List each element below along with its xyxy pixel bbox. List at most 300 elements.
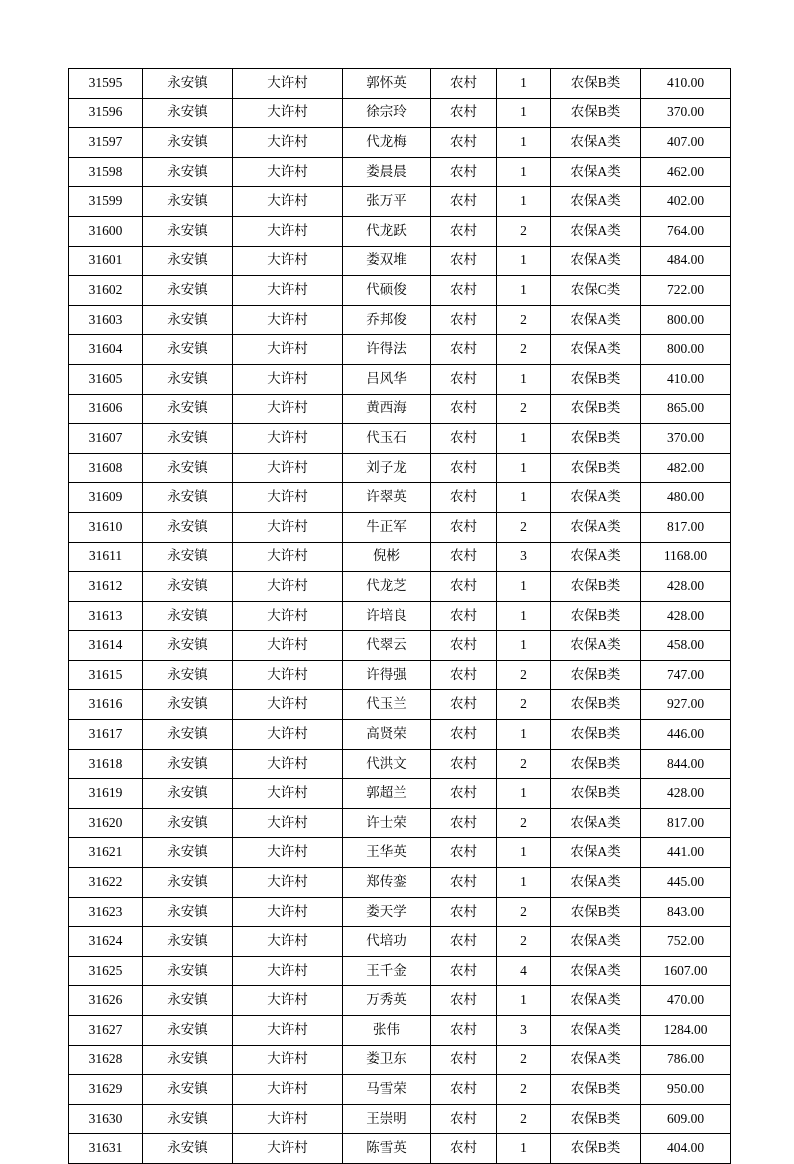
cell-name: 郭怀英 [343,69,431,99]
cell-amount: 844.00 [641,749,731,779]
table-row [69,128,731,158]
cell-category: 农保A类 [551,927,641,957]
cell-town: 永安镇 [143,897,233,927]
cell-id: 31621 [69,838,143,868]
cell-people: 2 [497,808,551,838]
cell-town: 永安镇 [143,512,233,542]
cell-village: 大许村 [233,838,343,868]
cell-category: 农保A类 [551,838,641,868]
cell-town: 永安镇 [143,1045,233,1075]
cell-people: 2 [497,927,551,957]
cell-village: 大许村 [233,364,343,394]
subsidy-table [68,68,731,1164]
cell-name: 黄西海 [343,394,431,424]
cell-village: 大许村 [233,868,343,898]
cell-category: 农保A类 [551,631,641,661]
cell-category: 农保A类 [551,986,641,1016]
cell-category: 农保A类 [551,512,641,542]
cell-name: 张万平 [343,187,431,217]
cell-category: 农保A类 [551,216,641,246]
cell-people: 2 [497,305,551,335]
table-row [69,305,731,335]
cell-category: 农保B类 [551,601,641,631]
table-row [69,364,731,394]
cell-people: 1 [497,424,551,454]
cell-people: 2 [497,749,551,779]
cell-amount: 410.00 [641,364,731,394]
cell-town: 永安镇 [143,187,233,217]
cell-amount: 370.00 [641,424,731,454]
cell-village: 大许村 [233,305,343,335]
cell-village: 大许村 [233,542,343,572]
cell-amount: 407.00 [641,128,731,158]
table-row [69,572,731,602]
cell-id: 31612 [69,572,143,602]
cell-id: 31619 [69,779,143,809]
cell-household-type: 农村 [431,601,497,631]
cell-id: 31614 [69,631,143,661]
cell-town: 永安镇 [143,424,233,454]
cell-village: 大许村 [233,246,343,276]
cell-name: 代龙芝 [343,572,431,602]
cell-category: 农保B类 [551,720,641,750]
cell-name: 娄卫东 [343,1045,431,1075]
cell-id: 31604 [69,335,143,365]
cell-amount: 609.00 [641,1104,731,1134]
cell-household-type: 农村 [431,986,497,1016]
cell-village: 大许村 [233,631,343,661]
cell-people: 2 [497,394,551,424]
cell-town: 永安镇 [143,157,233,187]
cell-id: 31624 [69,927,143,957]
cell-amount: 843.00 [641,897,731,927]
cell-amount: 428.00 [641,572,731,602]
cell-category: 农保A类 [551,956,641,986]
cell-household-type: 农村 [431,1104,497,1134]
cell-household-type: 农村 [431,720,497,750]
cell-category: 农保A类 [551,1045,641,1075]
cell-amount: 927.00 [641,690,731,720]
cell-town: 永安镇 [143,276,233,306]
cell-people: 2 [497,1075,551,1105]
cell-people: 2 [497,897,551,927]
cell-household-type: 农村 [431,542,497,572]
cell-id: 31613 [69,601,143,631]
cell-village: 大许村 [233,690,343,720]
cell-household-type: 农村 [431,335,497,365]
cell-village: 大许村 [233,1075,343,1105]
cell-amount: 786.00 [641,1045,731,1075]
cell-household-type: 农村 [431,246,497,276]
cell-people: 1 [497,128,551,158]
cell-name: 高贤荣 [343,720,431,750]
cell-name: 许得法 [343,335,431,365]
cell-household-type: 农村 [431,394,497,424]
cell-village: 大许村 [233,394,343,424]
cell-people: 1 [497,157,551,187]
table-row [69,483,731,513]
cell-amount: 402.00 [641,187,731,217]
cell-household-type: 农村 [431,364,497,394]
cell-people: 1 [497,779,551,809]
cell-people: 1 [497,986,551,1016]
cell-name: 娄晨晨 [343,157,431,187]
cell-people: 2 [497,216,551,246]
cell-people: 3 [497,1016,551,1046]
table-row [69,512,731,542]
cell-household-type: 农村 [431,276,497,306]
table-row [69,276,731,306]
cell-amount: 441.00 [641,838,731,868]
cell-amount: 470.00 [641,986,731,1016]
cell-category: 农保B类 [551,453,641,483]
cell-amount: 428.00 [641,601,731,631]
cell-name: 代洪文 [343,749,431,779]
cell-village: 大许村 [233,601,343,631]
cell-household-type: 农村 [431,749,497,779]
cell-town: 永安镇 [143,927,233,957]
cell-people: 1 [497,1134,551,1164]
table-row [69,187,731,217]
cell-name: 吕风华 [343,364,431,394]
cell-id: 31631 [69,1134,143,1164]
cell-amount: 800.00 [641,305,731,335]
cell-household-type: 农村 [431,424,497,454]
cell-town: 永安镇 [143,305,233,335]
table-row [69,956,731,986]
table-row [69,453,731,483]
cell-category: 农保B类 [551,749,641,779]
cell-village: 大许村 [233,897,343,927]
cell-category: 农保B类 [551,660,641,690]
cell-name: 郭超兰 [343,779,431,809]
cell-town: 永安镇 [143,572,233,602]
cell-amount: 1168.00 [641,542,731,572]
cell-town: 永安镇 [143,335,233,365]
cell-household-type: 农村 [431,838,497,868]
table-row [69,808,731,838]
cell-people: 1 [497,483,551,513]
cell-town: 永安镇 [143,364,233,394]
cell-people: 1 [497,187,551,217]
cell-category: 农保A类 [551,335,641,365]
cell-town: 永安镇 [143,483,233,513]
cell-id: 31597 [69,128,143,158]
cell-category: 农保B类 [551,394,641,424]
cell-village: 大许村 [233,572,343,602]
cell-village: 大许村 [233,216,343,246]
cell-people: 1 [497,601,551,631]
cell-town: 永安镇 [143,868,233,898]
cell-town: 永安镇 [143,542,233,572]
cell-household-type: 农村 [431,187,497,217]
cell-name: 代龙梅 [343,128,431,158]
cell-category: 农保B类 [551,690,641,720]
cell-household-type: 农村 [431,956,497,986]
cell-amount: 1284.00 [641,1016,731,1046]
cell-household-type: 农村 [431,128,497,158]
cell-household-type: 农村 [431,868,497,898]
cell-household-type: 农村 [431,453,497,483]
table-row [69,986,731,1016]
cell-amount: 428.00 [641,779,731,809]
table-row [69,749,731,779]
cell-village: 大许村 [233,660,343,690]
cell-town: 永安镇 [143,660,233,690]
cell-amount: 950.00 [641,1075,731,1105]
table-body [69,69,731,1164]
cell-amount: 752.00 [641,927,731,957]
cell-id: 31622 [69,868,143,898]
cell-village: 大许村 [233,424,343,454]
cell-name: 娄天学 [343,897,431,927]
cell-amount: 800.00 [641,335,731,365]
cell-id: 31603 [69,305,143,335]
table-row [69,424,731,454]
cell-people: 1 [497,868,551,898]
cell-name: 王华英 [343,838,431,868]
cell-people: 1 [497,631,551,661]
cell-town: 永安镇 [143,1016,233,1046]
cell-village: 大许村 [233,1104,343,1134]
cell-household-type: 农村 [431,1075,497,1105]
cell-id: 31627 [69,1016,143,1046]
cell-village: 大许村 [233,512,343,542]
cell-id: 31618 [69,749,143,779]
cell-town: 永安镇 [143,1104,233,1134]
cell-name: 张伟 [343,1016,431,1046]
cell-town: 永安镇 [143,631,233,661]
cell-amount: 404.00 [641,1134,731,1164]
cell-people: 1 [497,69,551,99]
table-row [69,1134,731,1164]
cell-category: 农保B类 [551,779,641,809]
cell-household-type: 农村 [431,305,497,335]
cell-name: 万秀英 [343,986,431,1016]
cell-household-type: 农村 [431,1134,497,1164]
cell-name: 代翠云 [343,631,431,661]
cell-people: 1 [497,98,551,128]
table-row [69,69,731,99]
cell-amount: 817.00 [641,808,731,838]
table-row [69,927,731,957]
cell-name: 牛正军 [343,512,431,542]
cell-id: 31629 [69,1075,143,1105]
cell-name: 马雪荣 [343,1075,431,1105]
cell-town: 永安镇 [143,749,233,779]
cell-town: 永安镇 [143,808,233,838]
cell-category: 农保B类 [551,572,641,602]
cell-town: 永安镇 [143,128,233,158]
cell-amount: 370.00 [641,98,731,128]
cell-household-type: 农村 [431,512,497,542]
cell-village: 大许村 [233,1016,343,1046]
cell-amount: 445.00 [641,868,731,898]
cell-people: 1 [497,838,551,868]
cell-village: 大许村 [233,69,343,99]
cell-amount: 482.00 [641,453,731,483]
cell-name: 陈雪英 [343,1134,431,1164]
cell-people: 2 [497,512,551,542]
cell-id: 31596 [69,98,143,128]
cell-id: 31602 [69,276,143,306]
cell-household-type: 农村 [431,216,497,246]
cell-id: 31610 [69,512,143,542]
cell-town: 永安镇 [143,246,233,276]
table-row [69,542,731,572]
cell-name: 许培良 [343,601,431,631]
cell-name: 王千金 [343,956,431,986]
cell-people: 2 [497,660,551,690]
cell-name: 徐宗玲 [343,98,431,128]
cell-category: 农保B类 [551,364,641,394]
cell-village: 大许村 [233,720,343,750]
cell-category: 农保A类 [551,187,641,217]
cell-town: 永安镇 [143,394,233,424]
cell-name: 许士荣 [343,808,431,838]
table-row [69,779,731,809]
cell-people: 3 [497,542,551,572]
cell-household-type: 农村 [431,483,497,513]
table-row [69,897,731,927]
cell-category: 农保A类 [551,542,641,572]
cell-id: 31598 [69,157,143,187]
cell-name: 许翠英 [343,483,431,513]
cell-name: 许得强 [343,660,431,690]
cell-amount: 747.00 [641,660,731,690]
cell-household-type: 农村 [431,69,497,99]
cell-category: 农保A类 [551,305,641,335]
cell-amount: 458.00 [641,631,731,661]
cell-category: 农保A类 [551,868,641,898]
cell-household-type: 农村 [431,1016,497,1046]
cell-category: 农保B类 [551,98,641,128]
cell-amount: 484.00 [641,246,731,276]
cell-town: 永安镇 [143,690,233,720]
cell-id: 31607 [69,424,143,454]
cell-town: 永安镇 [143,1075,233,1105]
cell-people: 4 [497,956,551,986]
cell-id: 31600 [69,216,143,246]
cell-id: 31620 [69,808,143,838]
cell-id: 31595 [69,69,143,99]
cell-id: 31605 [69,364,143,394]
cell-id: 31608 [69,453,143,483]
cell-id: 31616 [69,690,143,720]
cell-category: 农保B类 [551,1134,641,1164]
cell-people: 2 [497,1104,551,1134]
table-row [69,868,731,898]
cell-people: 2 [497,1045,551,1075]
cell-village: 大许村 [233,157,343,187]
cell-village: 大许村 [233,1134,343,1164]
cell-amount: 865.00 [641,394,731,424]
table-row [69,246,731,276]
cell-category: 农保B类 [551,1075,641,1105]
cell-village: 大许村 [233,483,343,513]
cell-village: 大许村 [233,276,343,306]
cell-id: 31623 [69,897,143,927]
cell-town: 永安镇 [143,1134,233,1164]
cell-name: 代玉兰 [343,690,431,720]
cell-household-type: 农村 [431,690,497,720]
cell-village: 大许村 [233,335,343,365]
cell-id: 31617 [69,720,143,750]
table-row [69,690,731,720]
cell-id: 31611 [69,542,143,572]
cell-id: 31606 [69,394,143,424]
cell-household-type: 农村 [431,779,497,809]
cell-id: 31609 [69,483,143,513]
cell-name: 王崇明 [343,1104,431,1134]
cell-category: 农保A类 [551,1016,641,1046]
cell-amount: 462.00 [641,157,731,187]
cell-village: 大许村 [233,128,343,158]
cell-name: 代培功 [343,927,431,957]
cell-household-type: 农村 [431,927,497,957]
cell-household-type: 农村 [431,631,497,661]
table-row [69,157,731,187]
table-row [69,98,731,128]
cell-household-type: 农村 [431,98,497,128]
cell-name: 倪彬 [343,542,431,572]
cell-name: 娄双堆 [343,246,431,276]
cell-people: 1 [497,453,551,483]
cell-amount: 480.00 [641,483,731,513]
cell-household-type: 农村 [431,808,497,838]
cell-people: 1 [497,572,551,602]
cell-category: 农保A类 [551,246,641,276]
cell-household-type: 农村 [431,897,497,927]
cell-town: 永安镇 [143,216,233,246]
cell-category: 农保B类 [551,1104,641,1134]
cell-people: 2 [497,690,551,720]
cell-id: 31615 [69,660,143,690]
cell-village: 大许村 [233,453,343,483]
cell-town: 永安镇 [143,453,233,483]
table-row [69,660,731,690]
cell-name: 代硕俊 [343,276,431,306]
cell-village: 大许村 [233,98,343,128]
cell-id: 31601 [69,246,143,276]
cell-category: 农保A类 [551,157,641,187]
cell-town: 永安镇 [143,601,233,631]
cell-id: 31625 [69,956,143,986]
cell-town: 永安镇 [143,720,233,750]
cell-town: 永安镇 [143,956,233,986]
cell-town: 永安镇 [143,69,233,99]
cell-id: 31599 [69,187,143,217]
cell-people: 2 [497,335,551,365]
cell-town: 永安镇 [143,838,233,868]
cell-category: 农保B类 [551,424,641,454]
cell-village: 大许村 [233,986,343,1016]
cell-village: 大许村 [233,927,343,957]
cell-town: 永安镇 [143,986,233,1016]
table-row [69,1075,731,1105]
cell-category: 农保C类 [551,276,641,306]
cell-id: 31628 [69,1045,143,1075]
cell-id: 31630 [69,1104,143,1134]
cell-name: 代玉石 [343,424,431,454]
cell-household-type: 农村 [431,660,497,690]
table-row [69,216,731,246]
cell-amount: 1607.00 [641,956,731,986]
cell-amount: 817.00 [641,512,731,542]
table-row [69,1045,731,1075]
cell-amount: 722.00 [641,276,731,306]
table-row [69,601,731,631]
